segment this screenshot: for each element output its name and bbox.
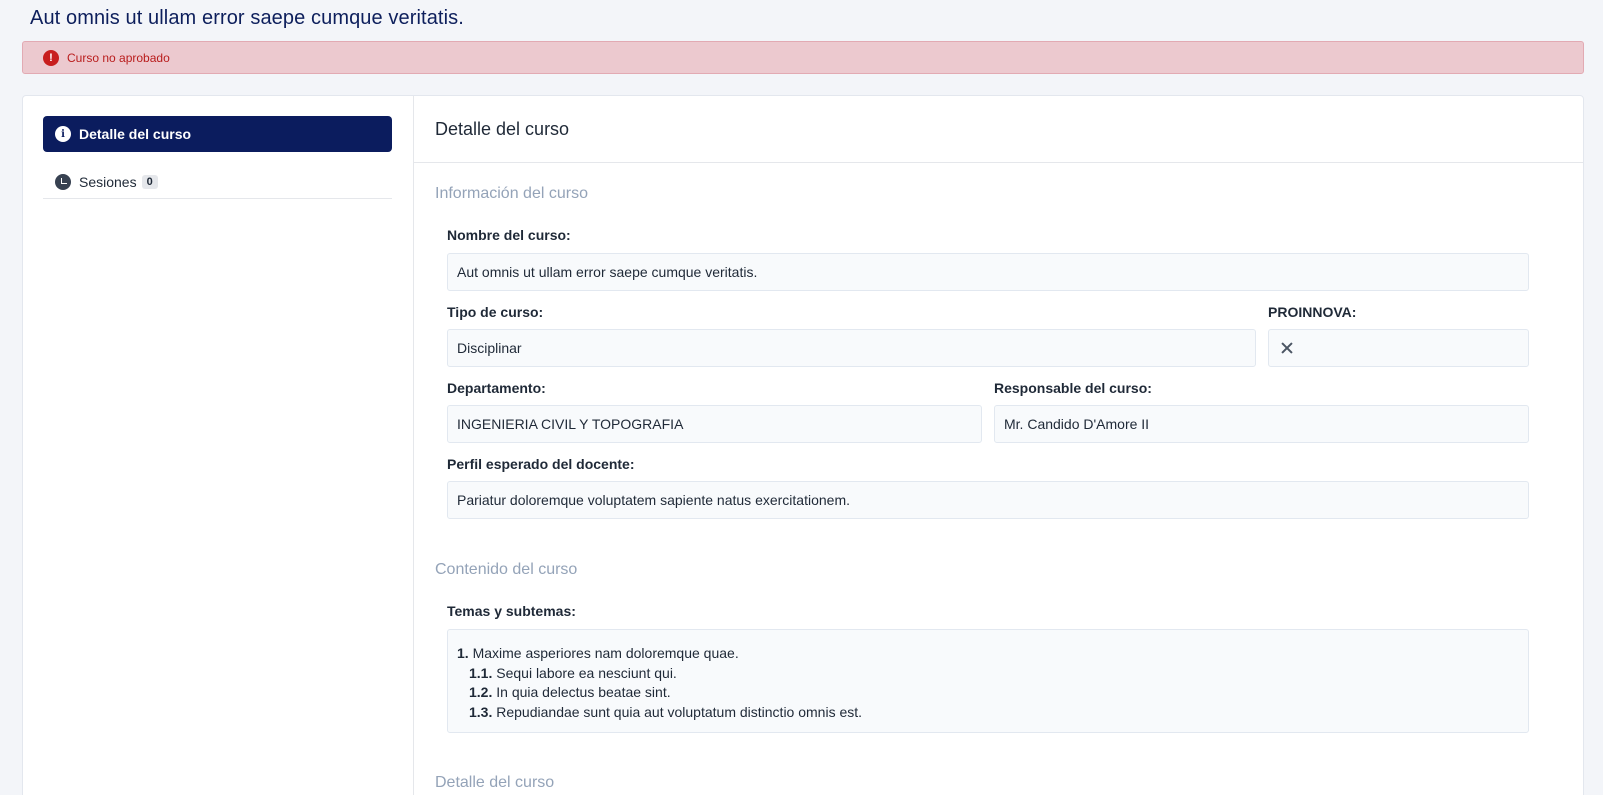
info-circle-icon: i [55, 126, 71, 142]
nombre-field: Aut omnis ut ullam error saepe cumque veritatis. [447, 253, 1529, 291]
info-section-title: Información del curso [435, 185, 588, 202]
exclamation-circle-icon: ! [43, 50, 59, 66]
list-item: 1.2. In quia delectus beatae sint. [469, 684, 671, 700]
proinnova-field [1268, 329, 1529, 367]
status-alert [22, 41, 1584, 74]
list-item: 1.1. Sequi labore ea nesciunt qui. [469, 664, 677, 681]
course-card [22, 95, 1584, 795]
sidebar-item-label: Sesiones [79, 173, 137, 190]
topics-box [447, 629, 1529, 733]
next-section-title: Detalle del curso [435, 774, 555, 791]
count-badge: 0 [142, 175, 158, 189]
responsable-field: Mr. Candido D'Amore II [994, 405, 1529, 443]
x-mark-icon [1281, 342, 1293, 354]
departamento-field: INGENIERIA CIVIL Y TOPOGRAFIA [447, 405, 982, 443]
tipo-field: Disciplinar [447, 329, 1256, 367]
sidebar-item-detalle[interactable] [43, 116, 392, 152]
page-title: Aut omnis ut ullam error saepe cumque veritatis. [30, 7, 464, 29]
content-section-title: Contenido del curso [435, 561, 578, 578]
alert-text: Curso no aprobado [67, 50, 170, 65]
sidebar-item-label: Detalle del curso [79, 126, 192, 142]
nombre-label: Nombre del curso: [447, 227, 571, 243]
list-item: 1.3. Repudiandae sunt quia aut voluptatum distinctio omnis est. [469, 703, 863, 720]
list-item: 1. Maxime asperiores nam doloremque quae. [457, 645, 739, 661]
clock-icon [55, 174, 71, 190]
tipo-label: Tipo de curso: [447, 304, 544, 320]
sidebar [23, 96, 414, 795]
perfil-label: Perfil esperado del docente: [447, 456, 635, 472]
responsable-label: Responsable del curso: [994, 380, 1152, 396]
section-header: Detalle del curso [414, 96, 1583, 163]
perfil-field: Pariatur doloremque voluptatem sapiente natus exercitationem. [447, 481, 1529, 519]
temas-label: Temas y subtemas: [447, 603, 576, 619]
proinnova-label: PROINNOVA: [1268, 304, 1357, 320]
departamento-label: Departamento: [447, 380, 546, 396]
main-content [414, 96, 1583, 795]
sidebar-item-sesiones[interactable] [43, 165, 392, 199]
